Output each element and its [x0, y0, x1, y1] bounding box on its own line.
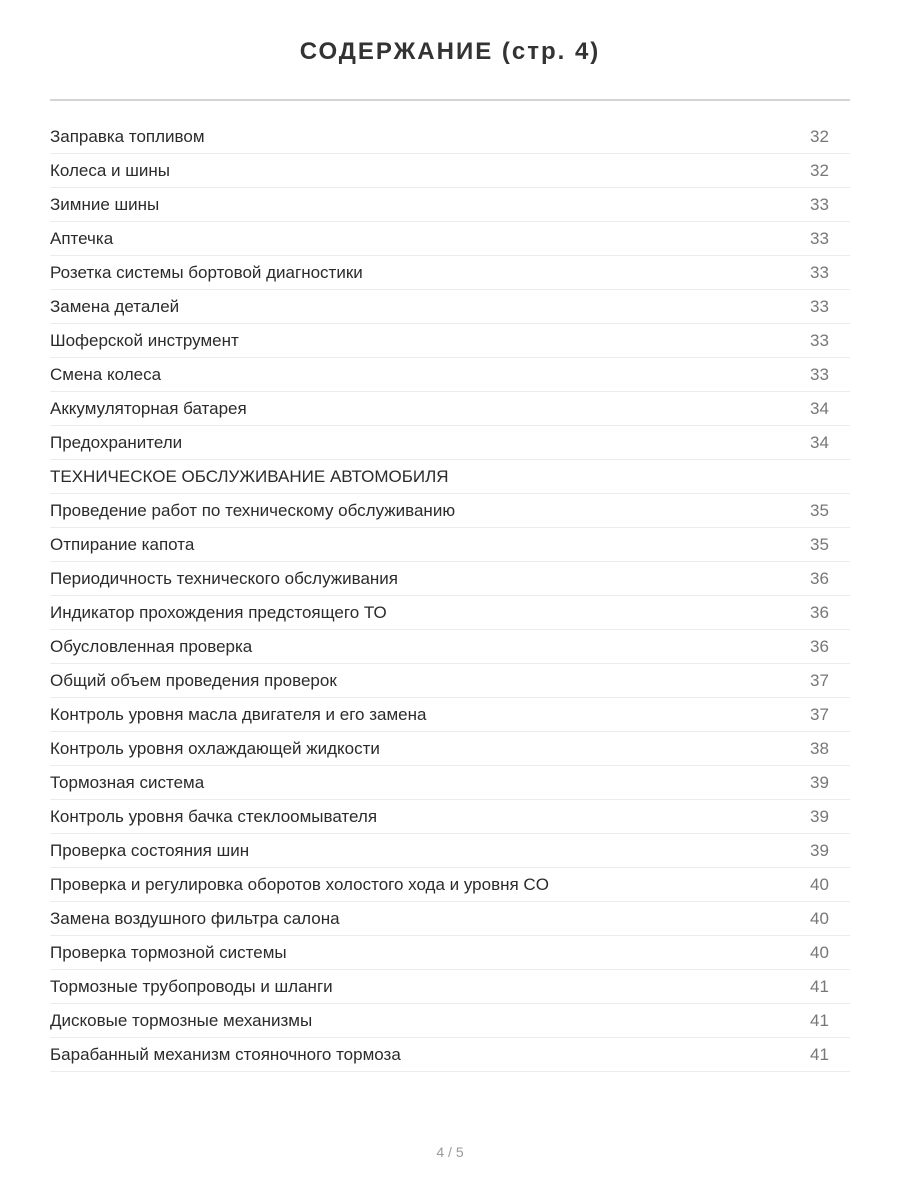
toc-entry-page: 33: [810, 296, 829, 316]
toc-entry-title: Смена колеса: [50, 364, 162, 384]
toc-entry-page: 33: [810, 228, 829, 248]
toc-entry-page: 36: [810, 602, 829, 622]
toc-entry[interactable]: [50, 528, 850, 562]
toc-entry-page: 40: [810, 908, 829, 928]
toc-entry[interactable]: [50, 800, 850, 834]
toc-entry-title: Проверка и регулировка оборотов холостого хода и уровня CO: [50, 874, 549, 894]
toc-entry-page: 41: [810, 1010, 829, 1030]
toc-entry-page: 39: [810, 772, 829, 792]
toc-entry[interactable]: [50, 698, 850, 732]
toc-entry-page: 32: [810, 160, 829, 180]
toc-entry-page: 33: [810, 330, 829, 350]
toc-section-title: ТЕХНИЧЕСКОЕ ОБСЛУЖИВАНИЕ АВТОМОБИЛЯ: [50, 466, 449, 486]
toc-entry[interactable]: [50, 188, 850, 222]
toc-entry[interactable]: [50, 732, 850, 766]
toc-entry-title: Заправка топливом: [50, 126, 205, 146]
toc-entry[interactable]: [50, 256, 850, 290]
toc-entry-title: Общий объем проведения проверок: [50, 670, 337, 690]
toc-entry-page: 41: [810, 976, 829, 996]
toc-entry-page: 35: [810, 500, 829, 520]
toc-entry-title: Зимние шины: [50, 194, 160, 214]
toc-entry[interactable]: [50, 1038, 850, 1072]
toc-entry-title: Проведение работ по техническому обслуживанию: [50, 500, 456, 520]
toc-entry-title: Обусловленная проверка: [50, 636, 253, 656]
toc-entry-page: 40: [810, 874, 829, 894]
toc-entry-title: Аккумуляторная батарея: [50, 398, 247, 418]
toc-entry[interactable]: [50, 392, 850, 426]
toc-entry-page: 32: [810, 126, 829, 146]
toc-entry-title: Проверка тормозной системы: [50, 942, 287, 962]
toc-entry[interactable]: [50, 596, 850, 630]
toc-entry-title: Периодичность технического обслуживания: [50, 568, 399, 588]
toc-entry-page: 36: [810, 636, 829, 656]
toc-entry-title: Контроль уровня бачка стеклоомывателя: [50, 806, 378, 826]
toc-entry-title: Розетка системы бортовой диагностики: [50, 262, 363, 282]
toc-entry-title: Контроль уровня охлаждающей жидкости: [50, 738, 380, 758]
toc-entry-title: Колеса и шины: [50, 160, 170, 180]
toc-entry-page: 39: [810, 840, 829, 860]
toc-entry-title: Шоферской инструмент: [50, 330, 239, 350]
toc-entry[interactable]: [50, 154, 850, 188]
toc-entry[interactable]: [50, 324, 850, 358]
toc-entry-title: Отпирание капота: [50, 534, 195, 554]
toc-entry-title: Аптечка: [50, 228, 114, 248]
toc-section-heading[interactable]: [50, 460, 850, 494]
toc-entry[interactable]: [50, 868, 850, 902]
toc-entry[interactable]: [50, 1004, 850, 1038]
toc-entry[interactable]: [50, 936, 850, 970]
toc-entry-page: 41: [810, 1044, 829, 1064]
page-title: СОДЕРЖАНИЕ (стр. 4): [299, 38, 601, 65]
toc-entry[interactable]: [50, 970, 850, 1004]
toc-entry-title: Тормозная система: [50, 772, 205, 792]
toc-entry-title: Замена деталей: [50, 296, 180, 316]
toc-entry[interactable]: [50, 222, 850, 256]
toc-entry[interactable]: [50, 834, 850, 868]
toc-entry[interactable]: [50, 494, 850, 528]
toc-entry-page: 37: [810, 670, 829, 690]
toc-entry-page: 35: [810, 534, 829, 554]
toc-entry[interactable]: [50, 120, 850, 154]
toc-entry-page: 33: [810, 262, 829, 282]
toc-entry-page: 33: [810, 194, 829, 214]
toc-entry-page: 36: [810, 568, 829, 588]
toc-entry-title: Барабанный механизм стояночного тормоза: [50, 1044, 401, 1064]
toc-entry[interactable]: [50, 426, 850, 460]
toc-entry-title: Контроль уровня масла двигателя и его замена: [50, 704, 427, 724]
toc-entry-page: 38: [810, 738, 829, 758]
toc-entry-title: Дисковые тормозные механизмы: [50, 1010, 313, 1030]
toc-entry[interactable]: [50, 290, 850, 324]
toc-entry-page: 33: [810, 364, 829, 384]
toc-entry-page: 34: [810, 398, 829, 418]
toc-entry-page: 37: [810, 704, 829, 724]
page-indicator: 4 / 5: [436, 1144, 464, 1160]
toc-entry-title: Замена воздушного фильтра салона: [50, 908, 340, 928]
toc-entry-title: Индикатор прохождения предстоящего ТО: [50, 602, 387, 622]
toc-entry-title: Проверка состояния шин: [50, 840, 250, 860]
toc-entry-title: Тормозные трубопроводы и шланги: [50, 976, 333, 996]
toc-entry-page: 34: [810, 432, 829, 452]
toc-entry[interactable]: [50, 358, 850, 392]
toc-entry[interactable]: [50, 766, 850, 800]
toc-entry-page: 39: [810, 806, 829, 826]
title-divider: [50, 99, 850, 101]
toc-entry-page: 40: [810, 942, 829, 962]
toc-entry[interactable]: [50, 902, 850, 936]
toc-entry[interactable]: [50, 630, 850, 664]
table-of-contents: [50, 120, 850, 1072]
toc-entry[interactable]: [50, 664, 850, 698]
toc-entry-title: Предохранители: [50, 432, 183, 452]
toc-entry[interactable]: [50, 562, 850, 596]
